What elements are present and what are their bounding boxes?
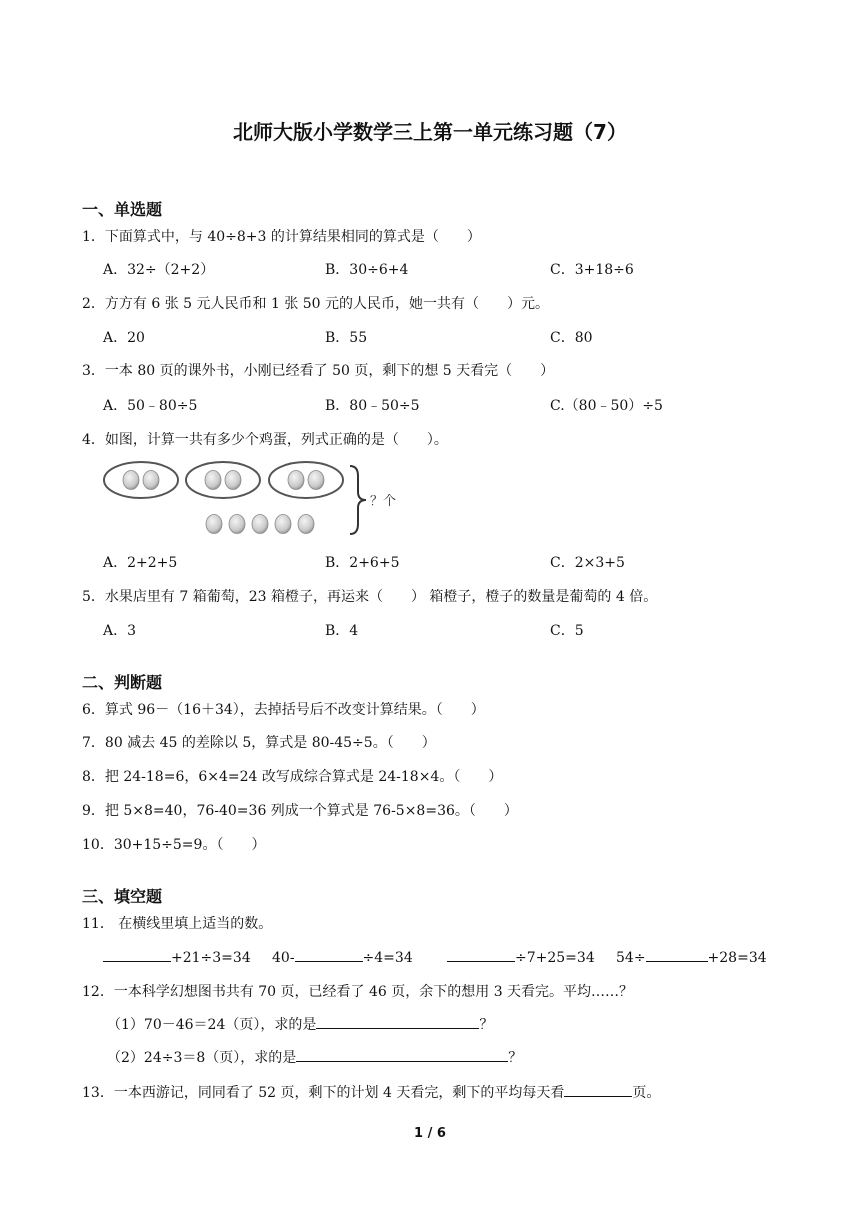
question-12: 12．一本科学幻想图书共有 70 页，已经看了 46 页，余下的想用 3 天看完。平均……？ [82, 984, 634, 1000]
answer-blank[interactable] [103, 947, 171, 962]
q3-option-a: A．50﹣80÷5 [103, 398, 198, 414]
q11-expression-1: +21÷3=34 [103, 947, 251, 966]
q11-expression-3: ÷7+25=34 [447, 947, 595, 966]
egg-group-2 [186, 462, 260, 498]
answer-blank[interactable] [564, 1082, 632, 1097]
question-13: 13．一本西游记，同同看了 52 页，剩下的计划 4 天看完，剩下的平均每天看 页。 [82, 1082, 660, 1102]
question-2: 2．方方有 6 张 5 元人民币和 1 张 50 元的人民币，她一共有（ ）元。 [82, 296, 550, 312]
question-6: 6．算式 96－（16＋34），去掉括号后不改变计算结果。（ ） [82, 702, 485, 718]
eggs-figure [100, 456, 420, 542]
q12-part-1: （1）70－46＝24（页），求的是 ？ [107, 1014, 493, 1034]
page-title: 北师大版小学数学三上第一单元练习题（7） [233, 120, 627, 144]
q2-option-a: A．20 [103, 330, 145, 346]
egg-row-five [206, 515, 314, 534]
q1-option-b: B．30÷6+4 [325, 262, 409, 278]
q5-option-c: C．5 [550, 623, 584, 639]
question-10: 10．30+15÷5=9。（ ） [82, 837, 266, 853]
answer-blank[interactable] [646, 947, 708, 962]
section-heading-true-false: 二、判断题 [82, 673, 163, 692]
page-number: 1 / 6 [414, 1126, 446, 1141]
section-heading-single-choice: 一、单选题 [82, 200, 163, 219]
q2-option-b: B．55 [325, 330, 368, 346]
q3-option-c: C.（80﹣50）÷5 [550, 398, 663, 414]
answer-blank[interactable] [447, 947, 515, 962]
q4-option-b: B．2+6+5 [325, 555, 400, 571]
section-heading-fill-blank: 三、填空题 [82, 887, 163, 906]
q5-option-a: A．3 [103, 623, 137, 639]
question-3: 3．一本 80 页的课外书，小刚已经看了 50 页，剩下的想 5 天看完（ ） [82, 363, 555, 379]
egg-group-3 [269, 462, 343, 498]
question-4: 4．如图，计算一共有多少个鸡蛋，列式正确的是（ ）。 [82, 432, 448, 448]
answer-blank[interactable] [316, 1014, 479, 1029]
q3-option-b: B．80﹣50÷5 [325, 398, 420, 414]
q4-option-a: A．2+2+5 [103, 555, 178, 571]
q4-option-c: C．2×3+5 [550, 555, 625, 571]
q11-expression-2: 40- ÷4=34 [272, 947, 413, 966]
curly-brace [350, 466, 366, 534]
question-8: 8．把 24-18=6，6×4=24 改写成综合算式是 24-18×4。（ ） [82, 769, 503, 785]
q11-expression-4: 54÷ +28=34 [616, 947, 767, 966]
answer-blank[interactable] [296, 1047, 508, 1062]
question-7: 7．80 减去 45 的差除以 5，算式是 80-45÷5。（ ） [82, 735, 436, 751]
question-9: 9．把 5×8=40，76-40=36 列成一个算式是 76-5×8=36。（ ） [82, 803, 518, 819]
q12-part-2: （2）24÷3＝8（页），求的是 ？ [107, 1047, 522, 1067]
q1-option-c: C．3+18÷6 [550, 262, 634, 278]
q5-option-b: B．4 [325, 623, 359, 639]
figure-label: ？个 [370, 494, 397, 509]
question-1: 1．下面算式中，与 40÷8+3 的计算结果相同的算式是（ ） [82, 229, 481, 245]
egg-group-1 [104, 462, 178, 498]
question-11: 11． 在横线里填上适当的数。 [82, 916, 273, 932]
q1-option-a: A．32÷（2+2） [103, 262, 215, 278]
answer-blank[interactable] [295, 947, 363, 962]
q2-option-c: C．80 [550, 330, 593, 346]
question-5: 5．水果店里有 7 箱葡萄，23 箱橙子，再运来（ ） 箱橙子，橙子的数量是葡萄的 4 倍。 [82, 589, 658, 605]
